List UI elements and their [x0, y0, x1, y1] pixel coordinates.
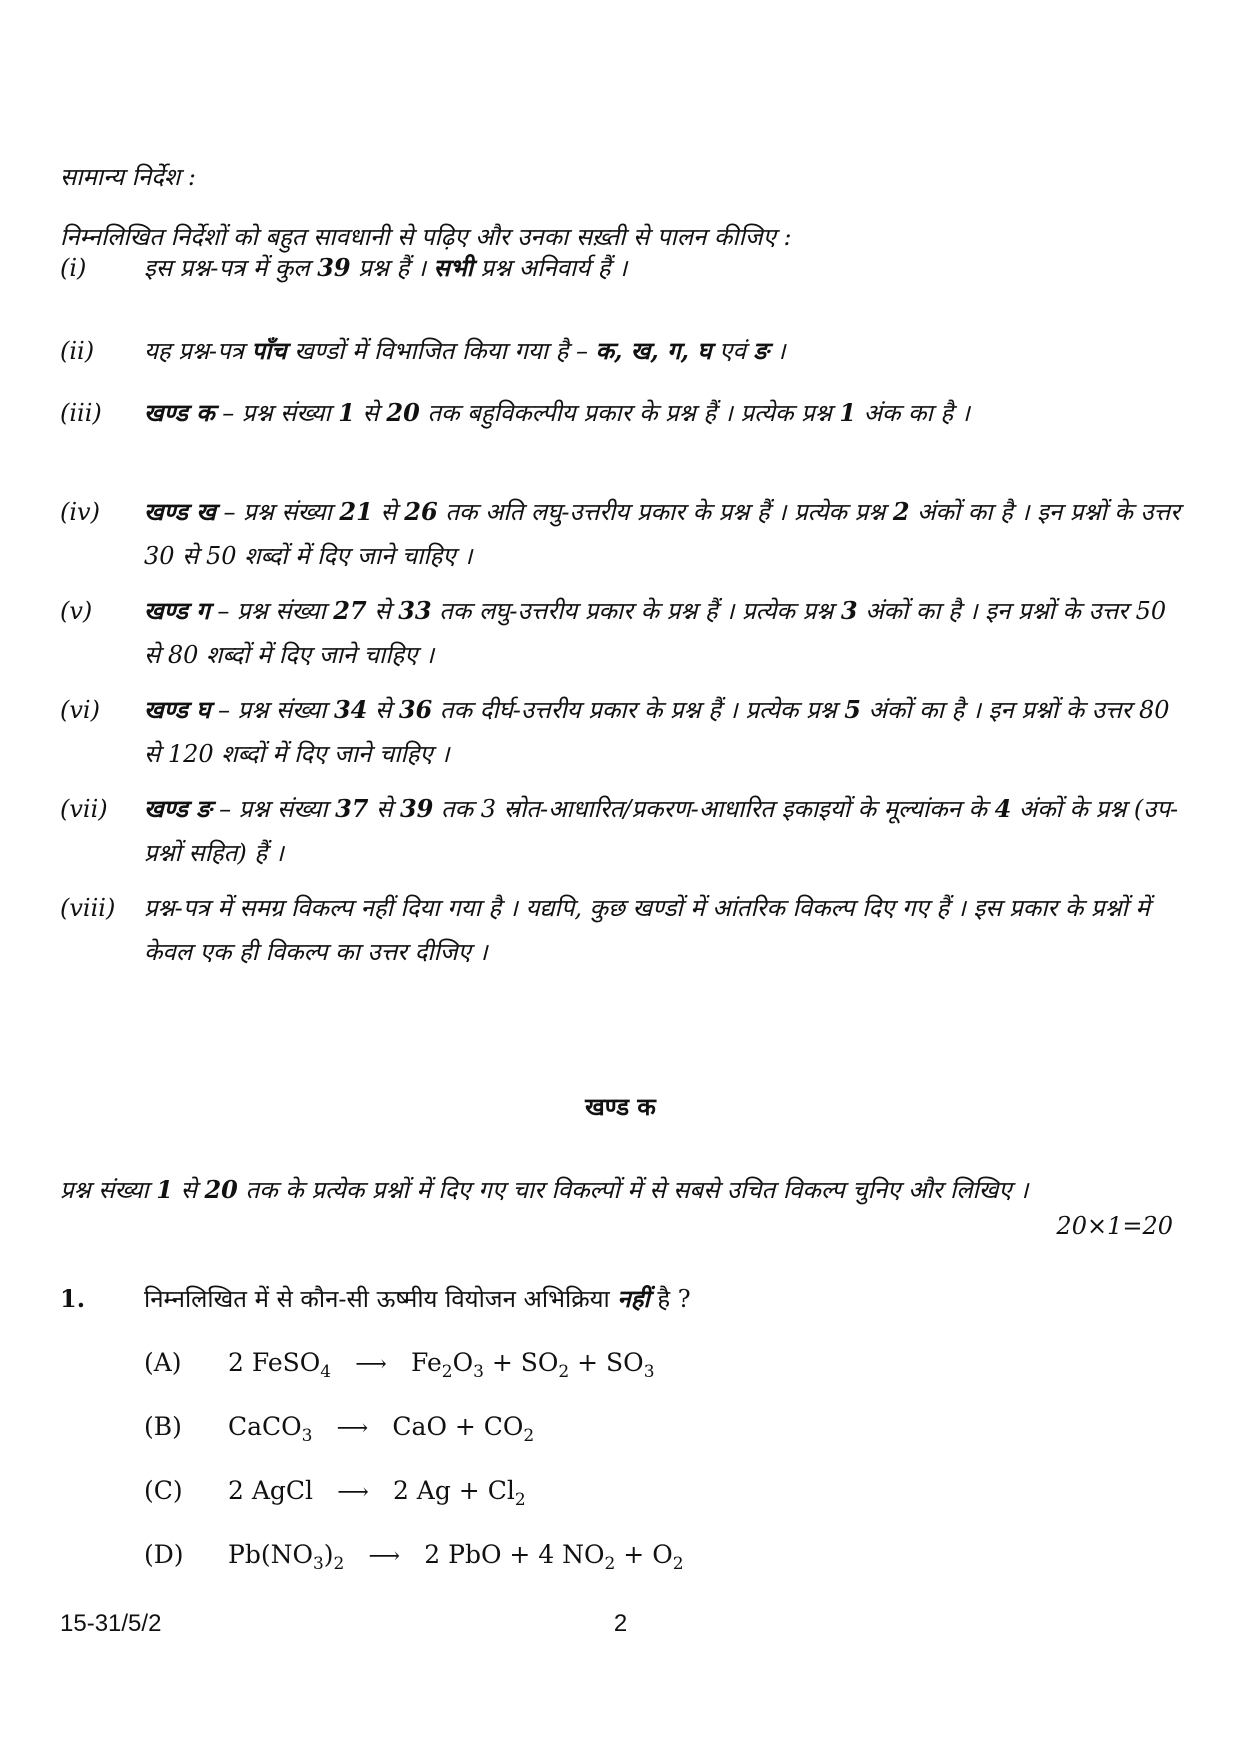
section-title: खण्ड क [585, 1092, 656, 1121]
instruction-text-bold: सभी [433, 253, 473, 282]
general-instructions-intro: निम्नलिखित निर्देशों को बहुत सावधानी से पढ़िए और उनका सख़्ती से पालन कीजिए : [60, 223, 792, 251]
reaction-arrow-icon: ⟶ [368, 1544, 401, 1569]
instruction-text: अंकों का है । इन प्रश्नों के उत्तर 30 से 50 शब्दों में दिए जाने चाहिए । [144, 498, 1180, 570]
instruction-item [60, 589, 1180, 677]
subscript: 2 [558, 1362, 570, 1382]
instruction-number-bold: 39 [317, 253, 351, 282]
product: + O [615, 1540, 673, 1569]
reactant: 2 FeSO [228, 1348, 321, 1377]
subscript: 2 [441, 1362, 453, 1382]
section-label: खण्ड घ [144, 695, 211, 724]
instruction-number-bold: 1 [338, 398, 355, 427]
instruction-number: (iii) [60, 399, 102, 427]
instruction-text: अंकों के प्रश्न (उप-प्रश्नों सहित) हैं । [144, 795, 1179, 867]
subscript: 3 [473, 1362, 484, 1382]
instruction-number-bold: 2 [892, 497, 910, 526]
product: 2 PbO + 4 NO [424, 1540, 605, 1569]
instruction-number-bold: 20 [386, 398, 420, 427]
instruction-number-bold: 36 [398, 695, 433, 724]
instruction-number-bold: 1 [839, 398, 857, 427]
instruction-item [60, 886, 1180, 974]
section-instruction [60, 1168, 1172, 1212]
question-text [144, 1282, 691, 1315]
instruction-item [60, 391, 1180, 435]
reactant: 2 AgCl [228, 1476, 314, 1505]
instruction-text: से [372, 498, 405, 526]
instruction-number-bold: 34 [333, 695, 368, 724]
reaction-arrow-icon: ⟶ [355, 1352, 387, 1377]
instruction-text: – प्रश्न संख्या [211, 795, 336, 823]
section-label: खण्ड ख [144, 497, 216, 526]
subscript: 3 [301, 1426, 313, 1446]
instruction-text: तक बहुविकल्पीय प्रकार के प्रश्न हैं । प्रत्येक प्रश्न [419, 399, 840, 427]
instruction-item [60, 246, 1180, 290]
paper-code: 15-31/5/2 [60, 1610, 162, 1637]
question-text-emphasis: नहीं [617, 1284, 650, 1313]
subscript: 3 [643, 1362, 655, 1382]
reaction-arrow-icon: ⟶ [336, 1416, 369, 1441]
product: + SO [569, 1348, 644, 1377]
instruction-text: अंकों का है । इन प्रश्नों के उत्तर 80 से 120 शब्दों में दिए जाने चाहिए । [144, 696, 1170, 768]
instruction-number-bold: 27 [333, 596, 367, 625]
instruction-text-bold: क, ख, ग, घ [595, 336, 712, 365]
section-label: खण्ड क [144, 398, 215, 427]
instruction-number: (viii) [60, 894, 116, 922]
section-instruction-number: 20 [204, 1175, 238, 1204]
option-equation [228, 1348, 655, 1382]
instruction-text: एवं [711, 337, 754, 365]
section-marks: 20×1=20 [1056, 1212, 1173, 1240]
instruction-number-bold: 4 [994, 794, 1012, 823]
instruction-text: से [354, 399, 387, 427]
instruction-text: से [367, 696, 399, 724]
instruction-text: इस प्रश्न-पत्र में कुल [144, 254, 318, 282]
instruction-number: (vi) [60, 696, 100, 724]
instruction-text: – प्रश्न संख्या [209, 597, 334, 625]
instruction-number-bold: 33 [398, 596, 432, 625]
subscript: 2 [672, 1554, 684, 1574]
reactant: Pb(NO [228, 1540, 313, 1569]
instruction-text: तक दीर्घ-उत्तरीय प्रकार के प्रश्न हैं । प्रत्येक प्रश्न [432, 696, 845, 724]
section-label: खण्ड ग [144, 596, 210, 625]
instruction-text: – प्रश्न संख्या [214, 399, 339, 427]
product: + SO [483, 1348, 559, 1377]
subscript: 2 [514, 1490, 526, 1510]
section-instruction-number: 1 [156, 1175, 173, 1204]
instruction-number-bold: 26 [404, 497, 438, 526]
option-label: (A) [144, 1348, 182, 1377]
instruction-text: से [366, 597, 399, 625]
question-text-part: निम्नलिखित में से कौन-सी ऊष्मीय वियोजन अभिक्रिया [144, 1285, 618, 1313]
general-instructions-heading: सामान्य निर्देश : [60, 163, 196, 191]
instruction-item [60, 688, 1180, 776]
instruction-number: (i) [60, 254, 87, 282]
section-label: खण्ड ङ [144, 794, 212, 823]
instruction-number-bold: 3 [840, 596, 858, 625]
product: O [452, 1348, 474, 1377]
instruction-number: (iv) [60, 498, 100, 526]
section-instruction-text: से [173, 1176, 205, 1204]
section-instruction-text: तक के प्रत्येक प्रश्नों में दिए गए चार विकल्पों में से सबसे उचित विकल्प चुनिए और लिखिए । [237, 1176, 1029, 1204]
option-equation [228, 1540, 684, 1574]
section-instruction-text: प्रश्न संख्या [60, 1176, 157, 1204]
product: CaO + CO [392, 1412, 524, 1441]
instruction-text: यह प्रश्न-पत्र [144, 337, 252, 365]
reactant: ) [323, 1540, 334, 1569]
subscript: 2 [604, 1554, 616, 1574]
instruction-number-bold: 39 [399, 794, 434, 823]
question-number: 1. [60, 1284, 86, 1313]
subscript: 3 [312, 1554, 324, 1574]
instruction-item [60, 787, 1180, 875]
instruction-number: (ii) [60, 337, 95, 365]
instruction-text-bold: पाँच [251, 336, 287, 365]
question-text-part: है ? [649, 1285, 691, 1313]
subscript: 4 [320, 1362, 332, 1382]
reactant: CaCO [228, 1412, 302, 1441]
option-label: (C) [144, 1476, 183, 1505]
instruction-text: प्रश्न हैं । [350, 254, 434, 282]
instruction-text: तक अति लघु-उत्तरीय प्रकार के प्रश्न हैं । प्रत्येक प्रश्न [437, 498, 893, 526]
instruction-text: खण्डों में विभाजित किया गया है – [286, 337, 596, 365]
instruction-number: (v) [60, 597, 93, 625]
instruction-text: । [768, 337, 786, 365]
instruction-text: – प्रश्न संख्या [215, 498, 340, 526]
subscript: 2 [523, 1426, 535, 1446]
instruction-text-bold: ङ [753, 336, 769, 365]
option-label: (B) [144, 1412, 182, 1441]
page-number: 2 [613, 1610, 628, 1637]
instruction-text: तक 3 स्रोत-आधारित/प्रकरण-आधारित इकाइयों के मूल्यांकन के [433, 795, 995, 823]
instruction-text: अंकों का है । इन प्रश्नों के उत्तर 50 से 80 शब्दों में दिए जाने चाहिए । [144, 597, 1167, 669]
option-equation [228, 1476, 526, 1510]
instruction-number-bold: 5 [844, 695, 861, 724]
subscript: 2 [333, 1554, 345, 1574]
instruction-text: अंक का है । [856, 399, 970, 427]
instruction-number: (vii) [60, 795, 108, 823]
instruction-number-bold: 21 [339, 497, 373, 526]
product: Fe [410, 1348, 442, 1377]
option-equation [228, 1412, 535, 1446]
instruction-text: प्रश्न अनिवार्य हैं । [472, 254, 628, 282]
instruction-text: – प्रश्न संख्या [210, 696, 334, 724]
instruction-text: तक लघु-उत्तरीय प्रकार के प्रश्न हैं । प्रत्येक प्रश्न [431, 597, 841, 625]
product: 2 Ag + Cl [392, 1476, 515, 1505]
option-label: (D) [144, 1540, 184, 1569]
instruction-text: से [368, 795, 400, 823]
instruction-item [60, 490, 1180, 578]
instruction-number-bold: 37 [335, 794, 369, 823]
instruction-text: प्रश्न-पत्र में समग्र विकल्प नहीं दिया गया है । यद्यपि, कुछ खण्डों में आंतरिक विकल्प दिए गए हैं । इस प्रकार के प्रश्नों में केवल एक ही विकल्प का उत्तर दीजिए । [144, 894, 1150, 966]
reaction-arrow-icon: ⟶ [337, 1480, 369, 1505]
instruction-item [60, 329, 1180, 373]
